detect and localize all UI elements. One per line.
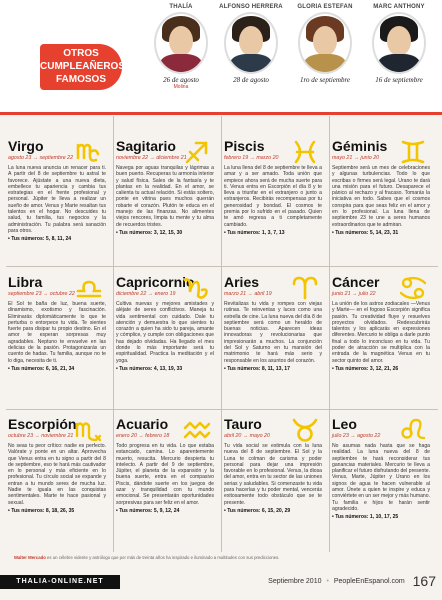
cancer-glyph-icon <box>398 274 428 302</box>
celebrity-card <box>145 2 217 90</box>
sign-text: Navega por aguas tranquilas y lágrimas a buen puerto. Recuperas tu armonía interior y salud física. Sales de la fantasía y te plantas en la realidad. En el amor, se calienta tu actual relación. Si estás soltero, ponte en vitrina pues muchos querrán robarte el corazón. Plutón te educa en el manejo de las finanzas. No alimentes viejos rencores, limpia tu mente y tu alma de recuerdos tristes. <box>116 165 214 228</box>
horoscope-grid <box>6 116 438 552</box>
sign-text: La luna llena del 8 de septiembre te lleva a amar y a ser amado. Toda unión que empiece ahora será de mucha suerte para ti. Venus entra en Escorpión el día 8 y te lleva a triunfar en el extranjero o junto a extranjeros. Recibirás recompensas por tu generosidad y bondad. El cosmos te premia por lo sufrido en el pasado. Quien te amó regresa a ti completamente cambiado. <box>224 165 322 228</box>
section-badge <box>40 44 126 90</box>
page-footer: Septiembre 2010 • PeopleEnEspanol.com 167 <box>268 573 436 589</box>
sign-text: La unión de los astros zodiacales —Venus y Marte— en el fogoso Escorpión significa pasión. Tu creatividad fluye y resuelves proyectos olvidados. Redescubrirás talentos y los aplicarás en expresiones diferentes. Mercurio te obliga a darle punto final a todo lo inconcluso en tu vida. Tu poder de atracción se multiplica con la entrada de la magnética Venus en tu sector quinto del amor. <box>332 301 430 364</box>
sign-dates: noviembre 22 → diciembre 21 <box>116 155 187 161</box>
celebrity-name: ALFONSO HERRERA <box>219 4 283 10</box>
footer <box>0 553 442 600</box>
sign-text: Revitalizas tu vida y rompes con viejas rutinas. Te reinventas y luces como una estrella de cine. La luna nueva del día 8 de septiembre será como un heraldo de buenas noticias. Aparecen ideas innovadoras y revolucionarias que impresionarán a muchos. La conjunción del Sol y Saturno en tu mansión del matrimonio te hará más serio y responsable en los asuntos del corazón. <box>224 301 322 364</box>
sign-text: No asumas nada hasta que se haga realidad. La luna nueva del 8 de septiembre te hará reconsiderar tus ganancias materiales. Mercurio te lleva a planificar el futuro disfrutando del presente. Venus, Marte, Júpiter y Urano en los signos de agua te hacen vulnerable al amor. Únete a quien te inspire y educa y conviértete en un ser mejor y más humano. Tu familia e hijos te harán sentir agradecido. <box>332 443 430 512</box>
sign-geminis <box>330 138 432 236</box>
sign-title: Géminis <box>332 138 388 154</box>
sign-text: No seas tu peor crítico: nadie es perfecto. Valórate y ponte en un altar. Aprovecha que Venus entra en tu signo a partir del 8 de septiembre, eso te hará más cautivador en lo personal y más eficiente en lo profesional. Tu círculo social se expande y entran a tu mundo seres de mucha luz. Nadie te iguala en las conquistas sentimentales. Marte te hace pasional y sexual. <box>8 443 106 506</box>
celebrity-card <box>363 2 435 84</box>
sign-title: Aries <box>224 274 260 290</box>
pisces-glyph-icon <box>290 138 320 166</box>
sagittarius-glyph-icon <box>182 138 212 166</box>
sign-numbers: • Tus números: 6, 16, 21, 34 <box>8 365 75 372</box>
celebrity-card <box>289 2 361 84</box>
capricorn-glyph-icon <box>182 274 212 302</box>
sign-title: Acuario <box>116 416 169 432</box>
section-title-line1: OTROS <box>63 48 99 59</box>
sign-text: Todo progresa en tu vida. Lo que estaba estancado, camina. Lo aparentemente muerto, resucita. Mercurio despierta tu intelecto. A partir del 9 de septiembre, Júpiter, el planeta de la expansión y la buena suerte, entra en el compasivo Piscis, dándote suerte en los juegos de azar y tranquilidad con tu mundo emocional. Se presentarán oportunidades sorpresivas para ser feliz en el amor. <box>116 443 214 506</box>
celebrity-photo <box>224 12 278 74</box>
celebrity-name: MARC ANTHONY <box>373 4 425 10</box>
sign-sagitario <box>114 138 216 236</box>
celebrity-card <box>215 2 287 84</box>
leo-glyph-icon <box>398 416 428 444</box>
celebrity-date: 16 de septiembre <box>375 76 423 84</box>
sign-title: Capricornio <box>116 274 195 290</box>
sign-title: Tauro <box>224 416 262 432</box>
celebrity-date: 26 de agosto <box>163 76 199 84</box>
sign-numbers: • Tus números: 8, 18, 26, 35 <box>8 507 75 514</box>
sign-text: Cultiva nuevas y mejores amistades y aléjate de seres conflictivos. Maneja tu vida sentimental con cuidado. Dale tu atención y demuestra lo que sientes tu corazón a quien ha sido tu pareja, amante y cómplice, y cumple con obligaciones que has dejado olvidadas. Ha llegado el mes donde lo más importante será tu espiritualidad. Practica la meditación y el yoga. <box>116 301 214 364</box>
sign-text: Tu vida social se estimula con la luna nueva del 8 de septiembre. El Sol y la Luna te colman de carisma y poder personal para dejar una impresión favorable en lo profesional. Venus, la diosa del amor, entra en tu sector de las uniones serias y saludables. Si comenzaste tu vida para hacerlas y tu poder mental, vencerás exitosamente todo obstáculo que se te presente. <box>224 443 322 506</box>
celebrity-photo <box>372 12 426 74</box>
sign-numbers: • Tus números: 8, 11, 13, 17 <box>224 365 290 372</box>
taurus-glyph-icon <box>290 416 320 444</box>
sign-numbers: • Tus números: 1, 10, 17, 25 <box>332 514 399 521</box>
issue-date: Septiembre 2010 <box>268 577 322 585</box>
sign-tauro <box>222 416 324 514</box>
sign-numbers: • Tus números: 3, 12, 15, 30 <box>116 229 183 236</box>
scorpio-glyph-icon <box>74 416 104 444</box>
sign-virgo <box>6 138 108 242</box>
sign-dates: agosto 23 → septiembre 22 <box>8 155 74 161</box>
sign-piscis <box>222 138 324 236</box>
aquarius-glyph-icon <box>182 416 212 444</box>
sign-title: Leo <box>332 416 357 432</box>
celebrity-photo <box>154 12 208 74</box>
celebrity-date: 1ro de septiembre <box>299 76 351 84</box>
sign-title: Libra <box>8 274 43 290</box>
footer-note <box>14 555 424 560</box>
sign-numbers: • Tus números: 1, 3, 7, 13 <box>224 229 285 236</box>
sign-numbers: • Tus números: 6, 15, 20, 29 <box>224 507 291 514</box>
celebrity-name: GLORIA ESTEFAN <box>297 4 353 10</box>
sign-numbers: • Tus números: 5, 14, 23, 31 <box>332 229 399 236</box>
site-url: PeopleEnEspanol.com <box>333 577 405 585</box>
sign-dates: febrero 19 → marzo 20 <box>224 155 279 161</box>
sign-aries <box>222 274 324 372</box>
sign-text: El Sol te baña de luz, buena suerte, dinamismo, exotismo y fascinación. Eliminarás diplomáticamente lo que te perturba o entorpece tu vida. Te sientes fuerte para disipar tu propio destino. En el amor te esperan sorpresas muy agradables. Neptuno te envuelve en las delicias de la pasión. Protagonizarás un cuento de hadas. Tu familia, aunque no te lo diga, necesita de ti. <box>8 301 106 364</box>
sign-dates: septiembre 23 → octubre 22 <box>8 291 75 297</box>
sign-dates: abril 20 → mayo 20 <box>224 433 270 439</box>
page-number: 167 <box>412 573 436 589</box>
footer-note-name: Walter Mercado <box>14 555 46 560</box>
virgo-glyph-icon <box>74 138 104 166</box>
sign-title: Escorpión <box>8 416 77 432</box>
sign-libra <box>6 274 108 372</box>
sign-escorpion <box>6 416 108 514</box>
sign-numbers: • Tus números: 5, 8, 11, 24 <box>8 236 72 243</box>
sign-cancer <box>330 274 432 372</box>
sign-numbers: • Tus números: 5, 9, 12, 24 <box>116 507 180 514</box>
header <box>0 0 442 115</box>
section-title-line2: CUMPLEAÑEROS <box>40 61 126 72</box>
sign-dates: diciembre 22 → enero 19 <box>116 291 176 297</box>
section-title-line3: FAMOSOS <box>55 74 106 85</box>
sign-leo <box>330 416 432 520</box>
celebrity-date: 28 de agosto <box>233 76 269 84</box>
sign-dates: junio 21 → julio 22 <box>332 291 376 297</box>
sign-text: La luna nueva anuncia un renacer para ti. A partir del 8 de septiembre tu astral te favorece. Ajústate a una nueva dieta, embellece tu apariencia y cambia tus estrategias en el frente profesional y personal. Júpiter te lleva a realizar un sueño de amor. Venus y Marte resaltan tus talentos en el hogar. No descuides tu salud, tu familia, tus negocios y la administración. Tu palabra será sanación para otros. <box>8 165 106 234</box>
sign-dates: mayo 21 → junio 20 <box>332 155 380 161</box>
sign-numbers: • Tus números: 3, 12, 21, 26 <box>332 365 399 372</box>
sign-numbers: • Tus números: 4, 13, 19, 33 <box>116 365 183 372</box>
sign-title: Virgo <box>8 138 44 154</box>
libra-glyph-icon <box>74 274 104 302</box>
sign-title: Cáncer <box>332 274 380 290</box>
sign-dates: marzo 21 → abril 19 <box>224 291 272 297</box>
footer-note-text: es un célebre vidente y astrólogo que por más de treinta años ha inspirado e iluminado a multitudes con sus predicciones. <box>47 555 280 560</box>
sign-dates: octubre 23 → noviembre 21 <box>8 433 74 439</box>
celebrity-sub: Molina <box>173 84 189 90</box>
sign-text: Septiembre será un mes de celebraciones y algunas turbulencias. Todo lo que escribas o firmes será legal. Urano te dará una misión para el futuro. Desaparece el pánico al rechazo y al fracaso. Tomarás la iniciativa en todo. Sabes que el cosmos conspira para que seas feliz en el amor y en lo profesional. La luna llena de septiembre 23 te une a seres humanos extraordinarios que te admiran. <box>332 165 430 228</box>
sign-dates: julio 23 → agosto 22 <box>332 433 381 439</box>
sign-title: Piscis <box>224 138 265 154</box>
sign-title: Sagitario <box>116 138 176 154</box>
sign-capricornio <box>114 274 216 372</box>
celebrity-row <box>145 2 442 110</box>
sign-dates: enero 20 → febrero 18 <box>116 433 170 439</box>
site-badge: THALIA-ONLINE.NET <box>0 575 120 589</box>
celebrity-photo <box>298 12 352 74</box>
aries-glyph-icon <box>290 274 320 302</box>
gemini-glyph-icon <box>398 138 428 166</box>
sign-acuario <box>114 416 216 514</box>
celebrity-name: THALÍA <box>169 4 193 10</box>
